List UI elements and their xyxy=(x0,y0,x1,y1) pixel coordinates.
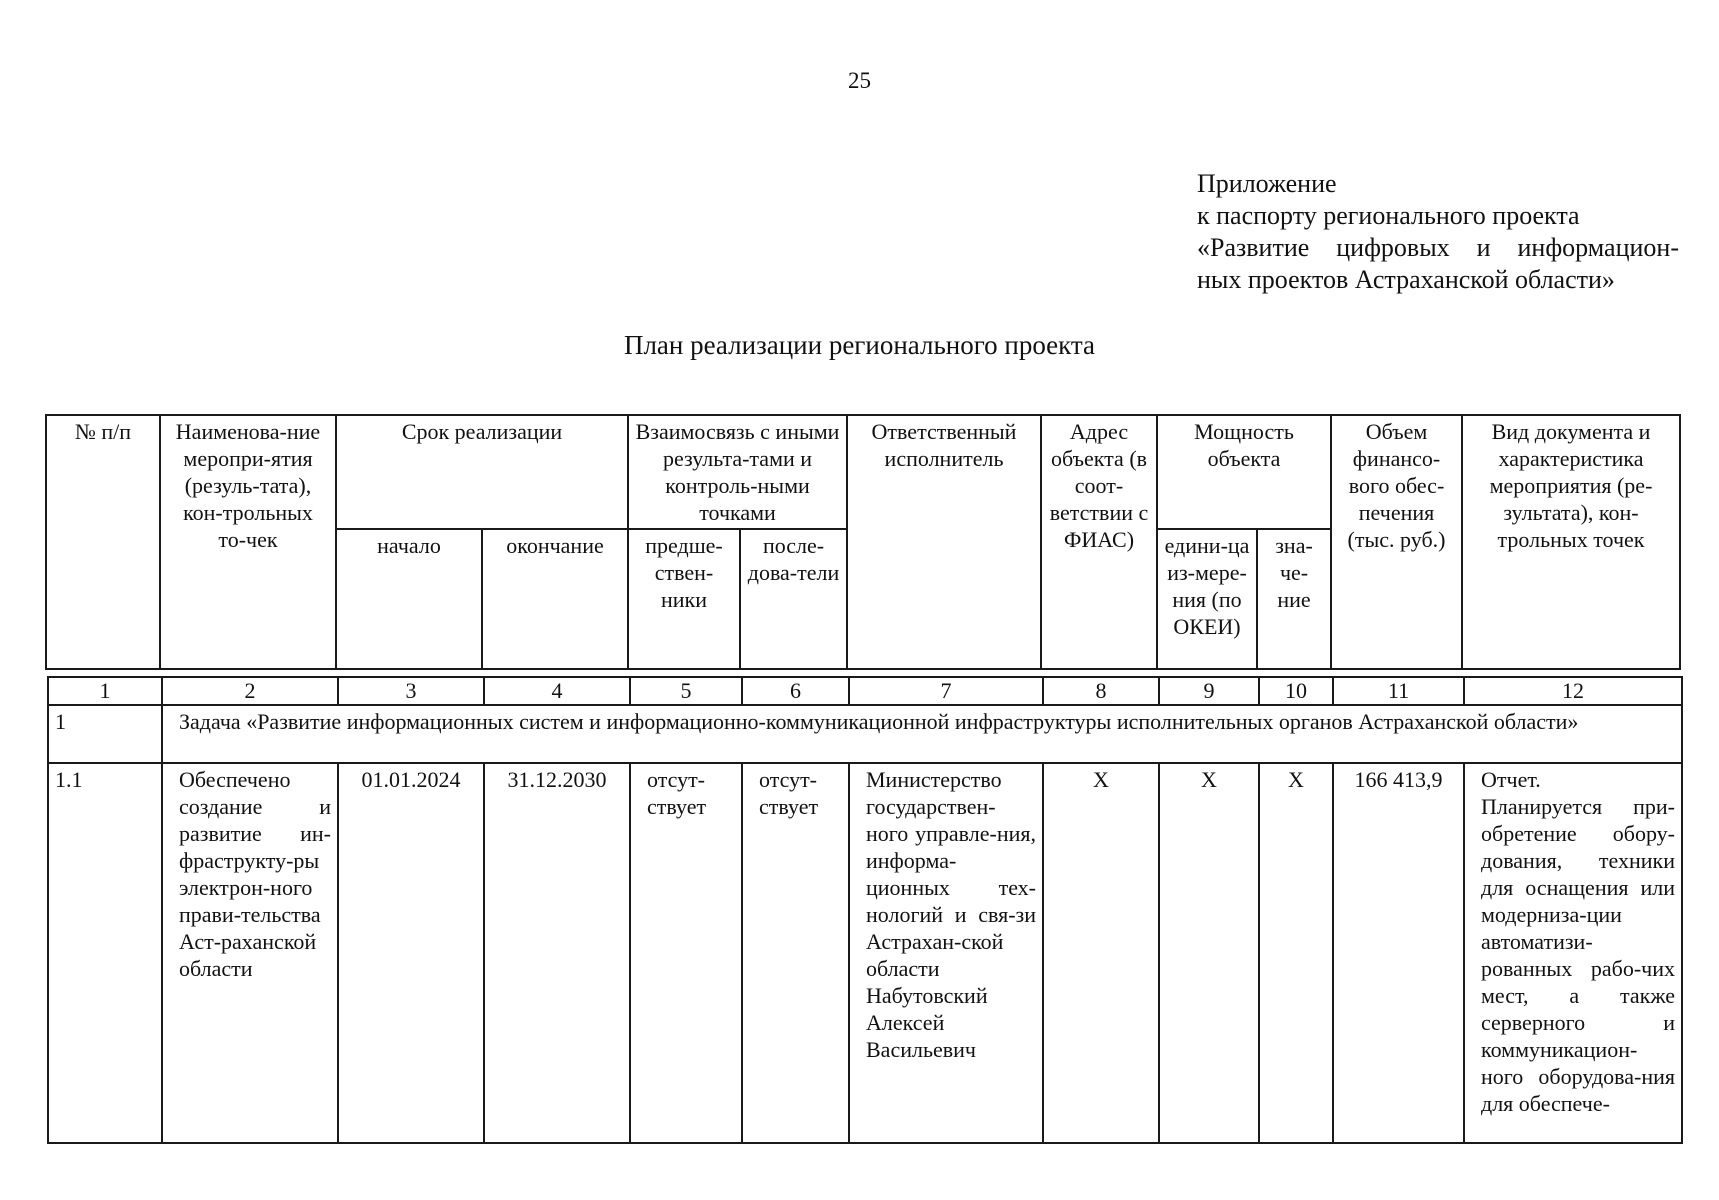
table-row xyxy=(48,763,1682,1143)
header-doc-type: Вид документа и характеристика мероприятия (ре-зультата), кон-трольных точек xyxy=(1462,415,1680,669)
column-number: 1 xyxy=(48,677,162,705)
header-financing: Объем финансо-вого обес-печения (тыс. руб.) xyxy=(1331,415,1462,669)
appendix-line-1: Приложение xyxy=(1197,169,1337,198)
header-responsible: Ответственный исполнитель xyxy=(847,415,1041,669)
item-value: X xyxy=(1259,763,1333,1143)
item-financing: 166 413,9 xyxy=(1333,763,1464,1143)
header-next: после-дова-тели xyxy=(740,529,847,669)
header-term: Срок реализации xyxy=(336,415,628,529)
item-address: X xyxy=(1043,763,1159,1143)
header-link: Взаимосвязь с иными результа-тами и контроль-ными точками xyxy=(628,415,847,529)
item-end-date: 31.12.2030 xyxy=(484,763,630,1143)
item-predecessors: отсут-ствует xyxy=(630,763,742,1143)
header-end: окончание xyxy=(482,529,628,669)
header-power: Мощность объекта xyxy=(1157,415,1331,529)
header-num: № п/п xyxy=(46,415,160,669)
column-number: 12 xyxy=(1464,677,1682,705)
column-number: 6 xyxy=(742,677,849,705)
item-name: Обеспечено создание и развитие ин-фраструкту-ры электрон-ного прави-тельства Аст-раханской области xyxy=(162,763,338,1143)
table-header xyxy=(45,414,1681,670)
task-row xyxy=(48,705,1682,763)
table-body xyxy=(47,676,1683,1144)
column-number: 5 xyxy=(630,677,742,705)
item-doc-description: Планируется при-обретение обору-дования, техники для оснащения или модерниза-ции автоматизи-рованных рабо-чих мест, а также серверного и коммуникацион-ного оборудова-ния для обеспече- xyxy=(1481,794,1675,1116)
item-unit: X xyxy=(1159,763,1259,1143)
plan-title: План реализации регионального проекта xyxy=(623,330,1096,360)
page-number: 25 xyxy=(848,68,871,93)
column-number-row xyxy=(48,677,1682,705)
column-number: 7 xyxy=(849,677,1043,705)
task-text: Задача «Развитие информационных систем и информационно-коммуникационной инфраструктуры исполнительных органов Астраханской области» xyxy=(162,705,1682,763)
item-start-date: 01.01.2024 xyxy=(338,763,484,1143)
item-doc-type: Отчет. xyxy=(1481,767,1541,792)
column-number: 10 xyxy=(1259,677,1333,705)
appendix-line-2: к паспорту регионального проекта xyxy=(1197,201,1580,230)
item-responsible: Министерство государствен-ного управле-ния, информа-ционных тех-нологий и свя-зи Астрахан-ской области Набутовский Алексей Васильевич xyxy=(849,763,1043,1143)
header-name: Наименова-ние меропри-ятия (резуль-тата), кон-трольных то-чек xyxy=(160,415,336,669)
header-address: Адрес объекта (в соот-ветствии с ФИАС) xyxy=(1041,415,1157,669)
header-value: зна-че-ние xyxy=(1257,529,1331,669)
column-number: 3 xyxy=(338,677,484,705)
column-number: 9 xyxy=(1159,677,1259,705)
header-prev: предше-ствен-ники xyxy=(628,529,740,669)
task-number: 1 xyxy=(48,705,162,763)
column-number: 2 xyxy=(162,677,338,705)
appendix-block xyxy=(1197,168,1679,296)
item-doc-cell xyxy=(1464,763,1682,1143)
item-successors: отсут-ствует xyxy=(742,763,849,1143)
item-number: 1.1 xyxy=(48,763,162,1143)
header-start: начало xyxy=(336,529,482,669)
header-unit: едини-ца из-мере-ния (по ОКЕИ) xyxy=(1157,529,1257,669)
appendix-line-3: «Развитие цифровых и информацион- xyxy=(1197,233,1679,262)
appendix-line-4: ных проектов Астраханской области» xyxy=(1197,265,1615,294)
column-number: 4 xyxy=(484,677,630,705)
column-number: 11 xyxy=(1333,677,1464,705)
column-number: 8 xyxy=(1043,677,1159,705)
